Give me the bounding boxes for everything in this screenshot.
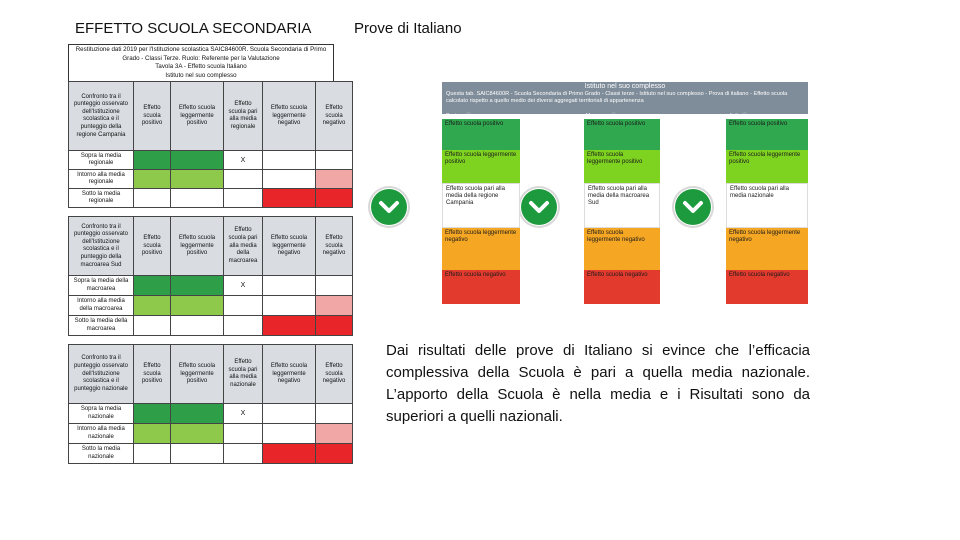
effect-cell-italia: Effetto scuola leggermente positivo — [726, 150, 808, 183]
col-header: Effetto scuola positivo — [134, 217, 171, 276]
effect-cell-macroarea: Effetto scuola positivo — [584, 119, 660, 150]
panel-header — [442, 82, 808, 114]
matrix-cell — [134, 316, 171, 336]
effetto-scuola-table — [68, 44, 346, 464]
matrix-cell — [224, 316, 263, 336]
invalsi-effect-panel — [366, 82, 808, 304]
row-label: Sotto la media regionale — [69, 189, 134, 208]
matrix-cell — [171, 151, 224, 170]
matrix-cell — [134, 404, 171, 424]
matrix-cell — [134, 444, 171, 464]
block-regione — [68, 81, 353, 208]
matrix-cell — [316, 189, 353, 208]
col-header: Effetto scuola negativo — [316, 82, 353, 151]
matrix-cell — [316, 296, 353, 316]
matrix-cell-mark: X — [224, 276, 263, 296]
matrix-cell — [316, 276, 353, 296]
matrix-cell — [134, 276, 171, 296]
matrix-cell-mark: X — [224, 404, 263, 424]
col-header-regione: Regione ⓘ — [446, 113, 472, 119]
matrix-cell — [171, 316, 224, 336]
check-down-arrow-icon — [368, 186, 410, 228]
table-header-line: Istituto nel suo complesso — [165, 71, 237, 79]
matrix-cell — [224, 444, 263, 464]
block-label: Confronto tra il punteggio osservato dell'Istituzione scolastica e il punteggio nazionale — [69, 345, 134, 404]
effect-cell-italia: Effetto scuola positivo — [726, 119, 808, 150]
row-label: Sopra la media nazionale — [69, 404, 134, 424]
matrix-cell — [171, 296, 224, 316]
matrix-cell — [171, 189, 224, 208]
matrix-cell — [134, 296, 171, 316]
matrix-cell — [134, 189, 171, 208]
matrix-cell — [263, 276, 316, 296]
col-header: Effetto scuola leggermente positivo — [171, 217, 224, 276]
matrix-cell — [134, 151, 171, 170]
col-header: Effetto scuola leggermente negativo — [263, 217, 316, 276]
table-header-line: Grado - Classi Terze. Ruolo: Referente per la Valutazione — [122, 54, 280, 62]
matrix-cell — [316, 404, 353, 424]
col-header: Effetto scuola leggermente positivo — [171, 82, 224, 151]
effect-cell-macroarea: Effetto scuola negativo — [584, 270, 660, 304]
block-nazionale — [68, 344, 353, 464]
slide-title: EFFETTO SCUOLA SECONDARIA — [75, 20, 312, 37]
row-label: Intorno alla media nazionale — [69, 424, 134, 444]
effect-cell-italia: Effetto scuola leggermente negativo — [726, 228, 808, 270]
row-label: Sotto la media della macroarea — [69, 316, 134, 336]
col-header: Effetto scuola leggermente negativo — [263, 82, 316, 151]
col-header: Effetto scuola pari alla media regionale — [224, 82, 263, 151]
matrix-cell — [134, 424, 171, 444]
col-header: Effetto scuola leggermente positivo — [171, 345, 224, 404]
matrix-cell — [171, 404, 224, 424]
effect-cell-regione: Effetto scuola negativo — [442, 270, 520, 304]
col-header-macroarea: Macroarea ⓘ — [586, 113, 617, 119]
panel-title: Istituto nel suo complesso — [584, 83, 666, 90]
col-header: Effetto scuola positivo — [134, 82, 171, 151]
matrix-cell — [171, 170, 224, 189]
matrix-cell — [134, 170, 171, 189]
matrix-cell — [263, 296, 316, 316]
row-label: Sotto la media nazionale — [69, 444, 134, 464]
row-label: Sopra la media della macroarea — [69, 276, 134, 296]
matrix-cell — [316, 316, 353, 336]
effect-cell-regione: Effetto scuola leggermente negativo — [442, 228, 520, 270]
block-macroarea — [68, 216, 353, 336]
matrix-cell — [224, 424, 263, 444]
conclusion-paragraph: Dai risultati delle prove di Italiano si evince che l’efficacia complessiva della Scuola è pari a quella media nazionale. L’apporto della Scuola è nella media e i Risultati sono da superiori a quelli nazionali. — [386, 342, 810, 425]
effect-cell-macroarea: Effetto scuola leggermente negativo — [584, 228, 660, 270]
block-label: Confronto tra il punteggio osservato dell'Istituzione scolastica e il punteggio della regione Campania — [69, 82, 134, 151]
row-label: Sopra la media regionale — [69, 151, 134, 170]
panel-description: Questa tab. SAIC84600R - Scuola Secondaria di Primo Grado - Classi terze - Istituto nel suo complesso - Prova di italiano - Effetto scuola calcolato rispetto a quello medio dei diversi aggregati territoriali di appartenenza — [446, 91, 788, 104]
matrix-cell — [316, 151, 353, 170]
matrix-cell — [263, 424, 316, 444]
effect-cell-macroarea: Effetto scuola pari alla media della macroarea Sud — [584, 183, 660, 228]
matrix-cell — [316, 170, 353, 189]
table-header — [68, 44, 334, 81]
slide-subtitle: Prove di Italiano — [354, 20, 462, 37]
col-header-italia: Italia ⓘ — [730, 113, 747, 119]
col-header: Effetto scuola positivo — [134, 345, 171, 404]
table-header-line: Tavola 3A - Effetto scuola Italiano — [155, 63, 247, 71]
check-down-arrow-icon — [672, 186, 714, 228]
effect-cell-italia: Effetto scuola pari alla media nazionale — [726, 183, 808, 228]
effect-cell-regione: Effetto scuola pari alla media della regione Campania — [442, 183, 520, 228]
row-label: Intorno alla media della macroarea — [69, 296, 134, 316]
effect-cell-italia: Effetto scuola negativo — [726, 270, 808, 304]
effect-cell-regione: Effetto scuola positivo — [442, 119, 520, 150]
matrix-cell-mark: X — [224, 151, 263, 170]
matrix-cell — [263, 151, 316, 170]
matrix-cell — [263, 444, 316, 464]
matrix-cell — [224, 296, 263, 316]
matrix-cell — [224, 170, 263, 189]
col-header: Effetto scuola negativo — [316, 217, 353, 276]
matrix-cell — [171, 444, 224, 464]
matrix-cell — [263, 316, 316, 336]
block-label: Confronto tra il punteggio osservato dell'Istituzione scolastica e il punteggio della macroarea Sud — [69, 217, 134, 276]
row-label: Intorno alla media regionale — [69, 170, 134, 189]
col-header: Effetto scuola pari alla media della macroarea — [224, 217, 263, 276]
matrix-cell — [224, 189, 263, 208]
col-header: Effetto scuola negativo — [316, 345, 353, 404]
matrix-cell — [263, 404, 316, 424]
matrix-cell — [316, 424, 353, 444]
matrix-cell — [316, 444, 353, 464]
matrix-cell — [171, 424, 224, 444]
matrix-cell — [263, 189, 316, 208]
table-header-line: Restituzione dati 2019 per l'Istituzione scolastica SAIC84600R. Scuola Secondaria di Primo — [75, 46, 327, 53]
effect-cell-macroarea: Effetto scuola leggermente positivo — [584, 150, 660, 183]
matrix-cell — [263, 170, 316, 189]
matrix-cell — [171, 276, 224, 296]
effect-cell-regione: Effetto scuola leggermente positivo — [442, 150, 520, 183]
col-header: Effetto scuola leggermente negativo — [263, 345, 316, 404]
col-header: Effetto scuola pari alla media nazionale — [224, 345, 263, 404]
check-down-arrow-icon — [518, 186, 560, 228]
